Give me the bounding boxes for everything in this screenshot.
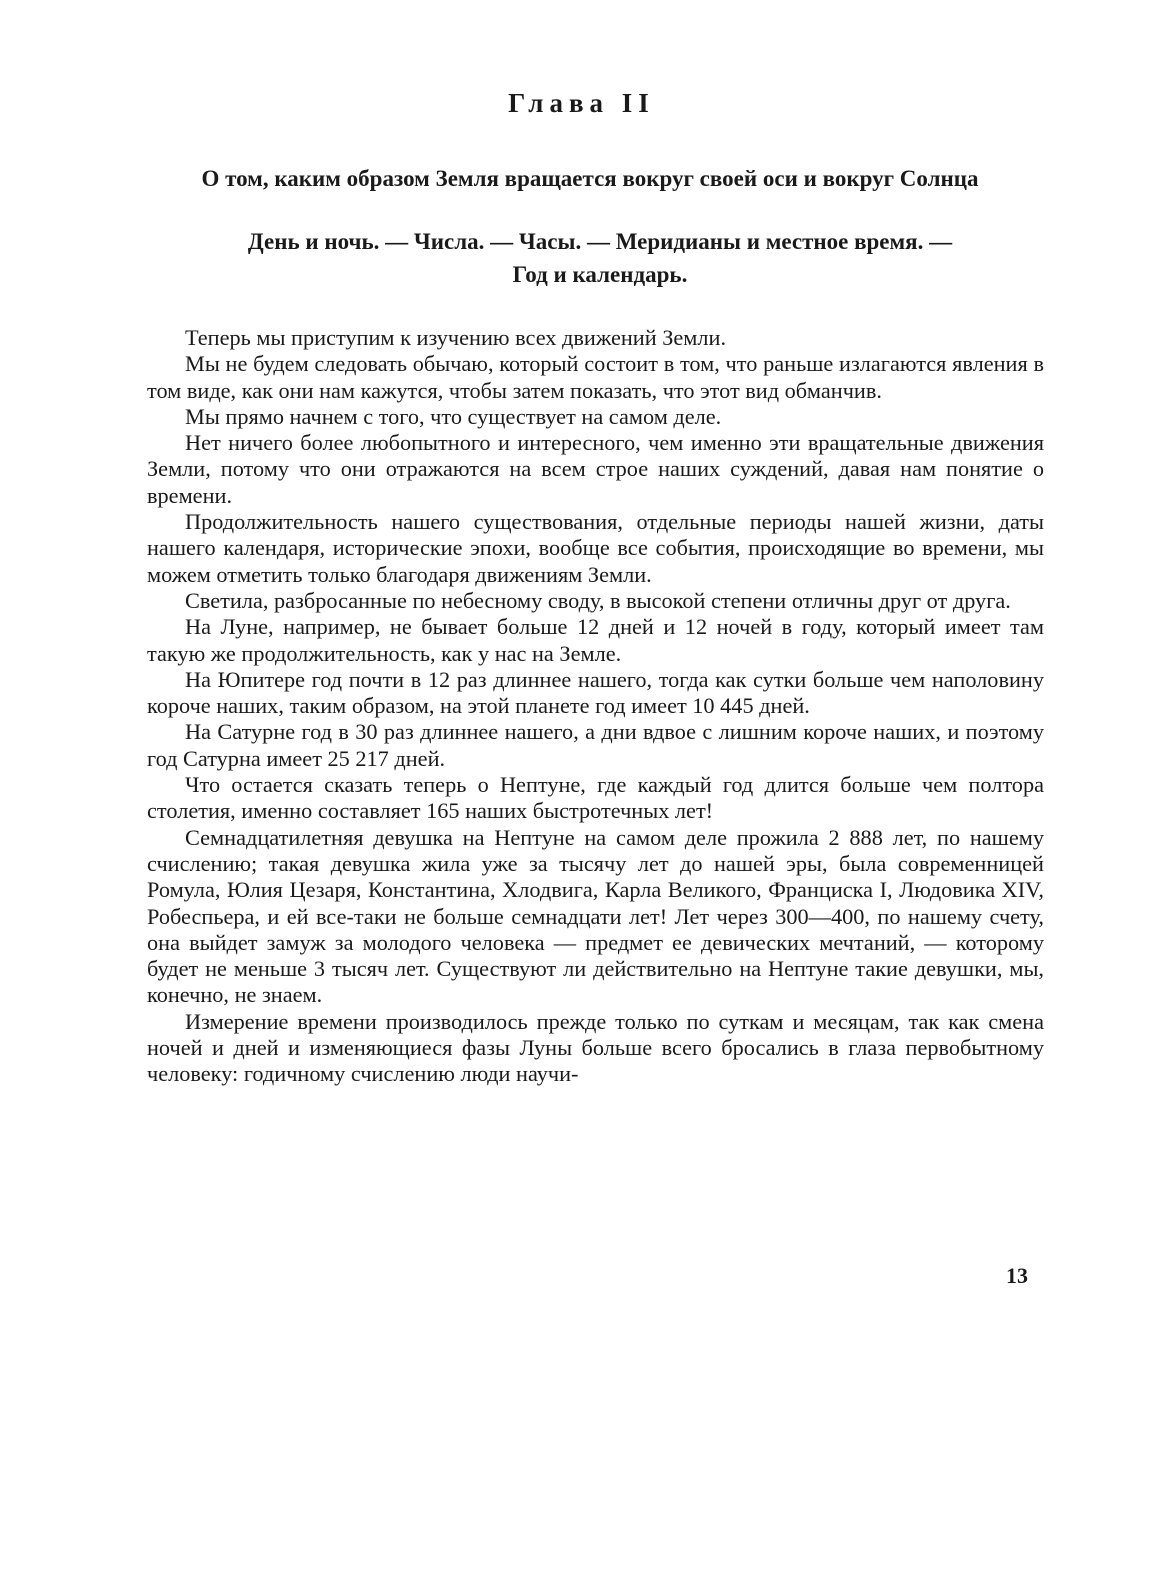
- paragraph-2: Мы не будем следовать обычаю, который состоит в том, что раньше излагаются явления в том виде, как они нам кажутся, чтобы затем показать, что этот вид обманчив.: [147, 351, 1044, 403]
- paragraph-11: Семнадцатилетняя девушка на Нептуне на самом деле прожила 2 888 лет, по нашему счислению; такая девушка жила уже за тысячу лет до нашей эры, была современницей Ромула, Юлия Цезаря, Константина, Хлодвига, Карла Великого, Франциска I, Людовика XIV, Робеспьера, и ей все-таки не больше семнадцати лет! Лет через 300—400, по нашему счету, она выйдет замуж за молодого человека — предмет ее девических мечтаний, — которому будет не меньше 3 тысяч лет. Существуют ли действительно на Нептуне такие девушки, мы, конечно, не знаем.: [147, 824, 1044, 1008]
- paragraph-9: На Сатурне год в 30 раз длиннее нашего, а дни вдвое с лишним короче наших, и поэтому год Сатурна имеет 25 217 дней.: [147, 719, 1044, 771]
- paragraph-8: На Юпитере год почти в 12 раз длиннее нашего, тогда как сутки больше чем наполовину короче наших, таким образом, на этой планете год имеет 10 445 дней.: [147, 666, 1044, 719]
- paragraph-5: Продолжительность нашего существования, отдельные периоды нашей жизни, даты нашего календаря, исторические эпохи, вообще все события, происходящие во времени, мы можем отметить только благодаря движениям Земли.: [147, 509, 1044, 587]
- paragraph-10: Что остается сказать теперь о Нептуне, где каждый год длится больше чем полтора столетия, именно составляет 165 наших быстротечных лет!: [147, 772, 1044, 824]
- chapter-title: О том, каким образом Земля вращается вокруг своей оси и вокруг Солнца: [201, 166, 979, 191]
- chapter-subtitle-line-1: День и ночь. — Числа. — Часы. — Меридианы и местное время. —: [247, 229, 953, 254]
- page-number: 13: [1006, 1263, 1028, 1288]
- paragraph-1: Теперь мы приступим к изучению всех движений Земли.: [185, 325, 727, 350]
- body-text: [147, 325, 1044, 1088]
- paragraph-7: На Луне, например, не бывает больше 12 дней и 12 ночей в году, который имеет там такую же продолжительность, как у нас на Земле.: [147, 614, 1044, 666]
- paragraph-6: Светила, разбросанные по небесному своду, в высокой степени отличны друг от друга.: [185, 587, 1011, 613]
- paragraph-12: Измерение времени производилось прежде только по суткам и месяцам, так как смена ночей и дней и изменяющиеся фазы Луны больше всего бросались в глаза первобытному человеку: годичному счислению люди научи-: [147, 1008, 1044, 1087]
- paragraph-3: Мы прямо начнем с того, что существует на самом деле.: [185, 403, 722, 429]
- paragraph-4: Нет ничего более любопытного и интересного, чем именно эти вращательные движения Земли, потому что они отражаются на всем строе наших суждений, давая нам понятие о времени.: [147, 430, 1044, 508]
- chapter-subtitle-line-2: Год и календарь.: [512, 262, 688, 287]
- chapter-subtitle: [190, 225, 1010, 291]
- chapter-heading: Глава II: [508, 88, 655, 118]
